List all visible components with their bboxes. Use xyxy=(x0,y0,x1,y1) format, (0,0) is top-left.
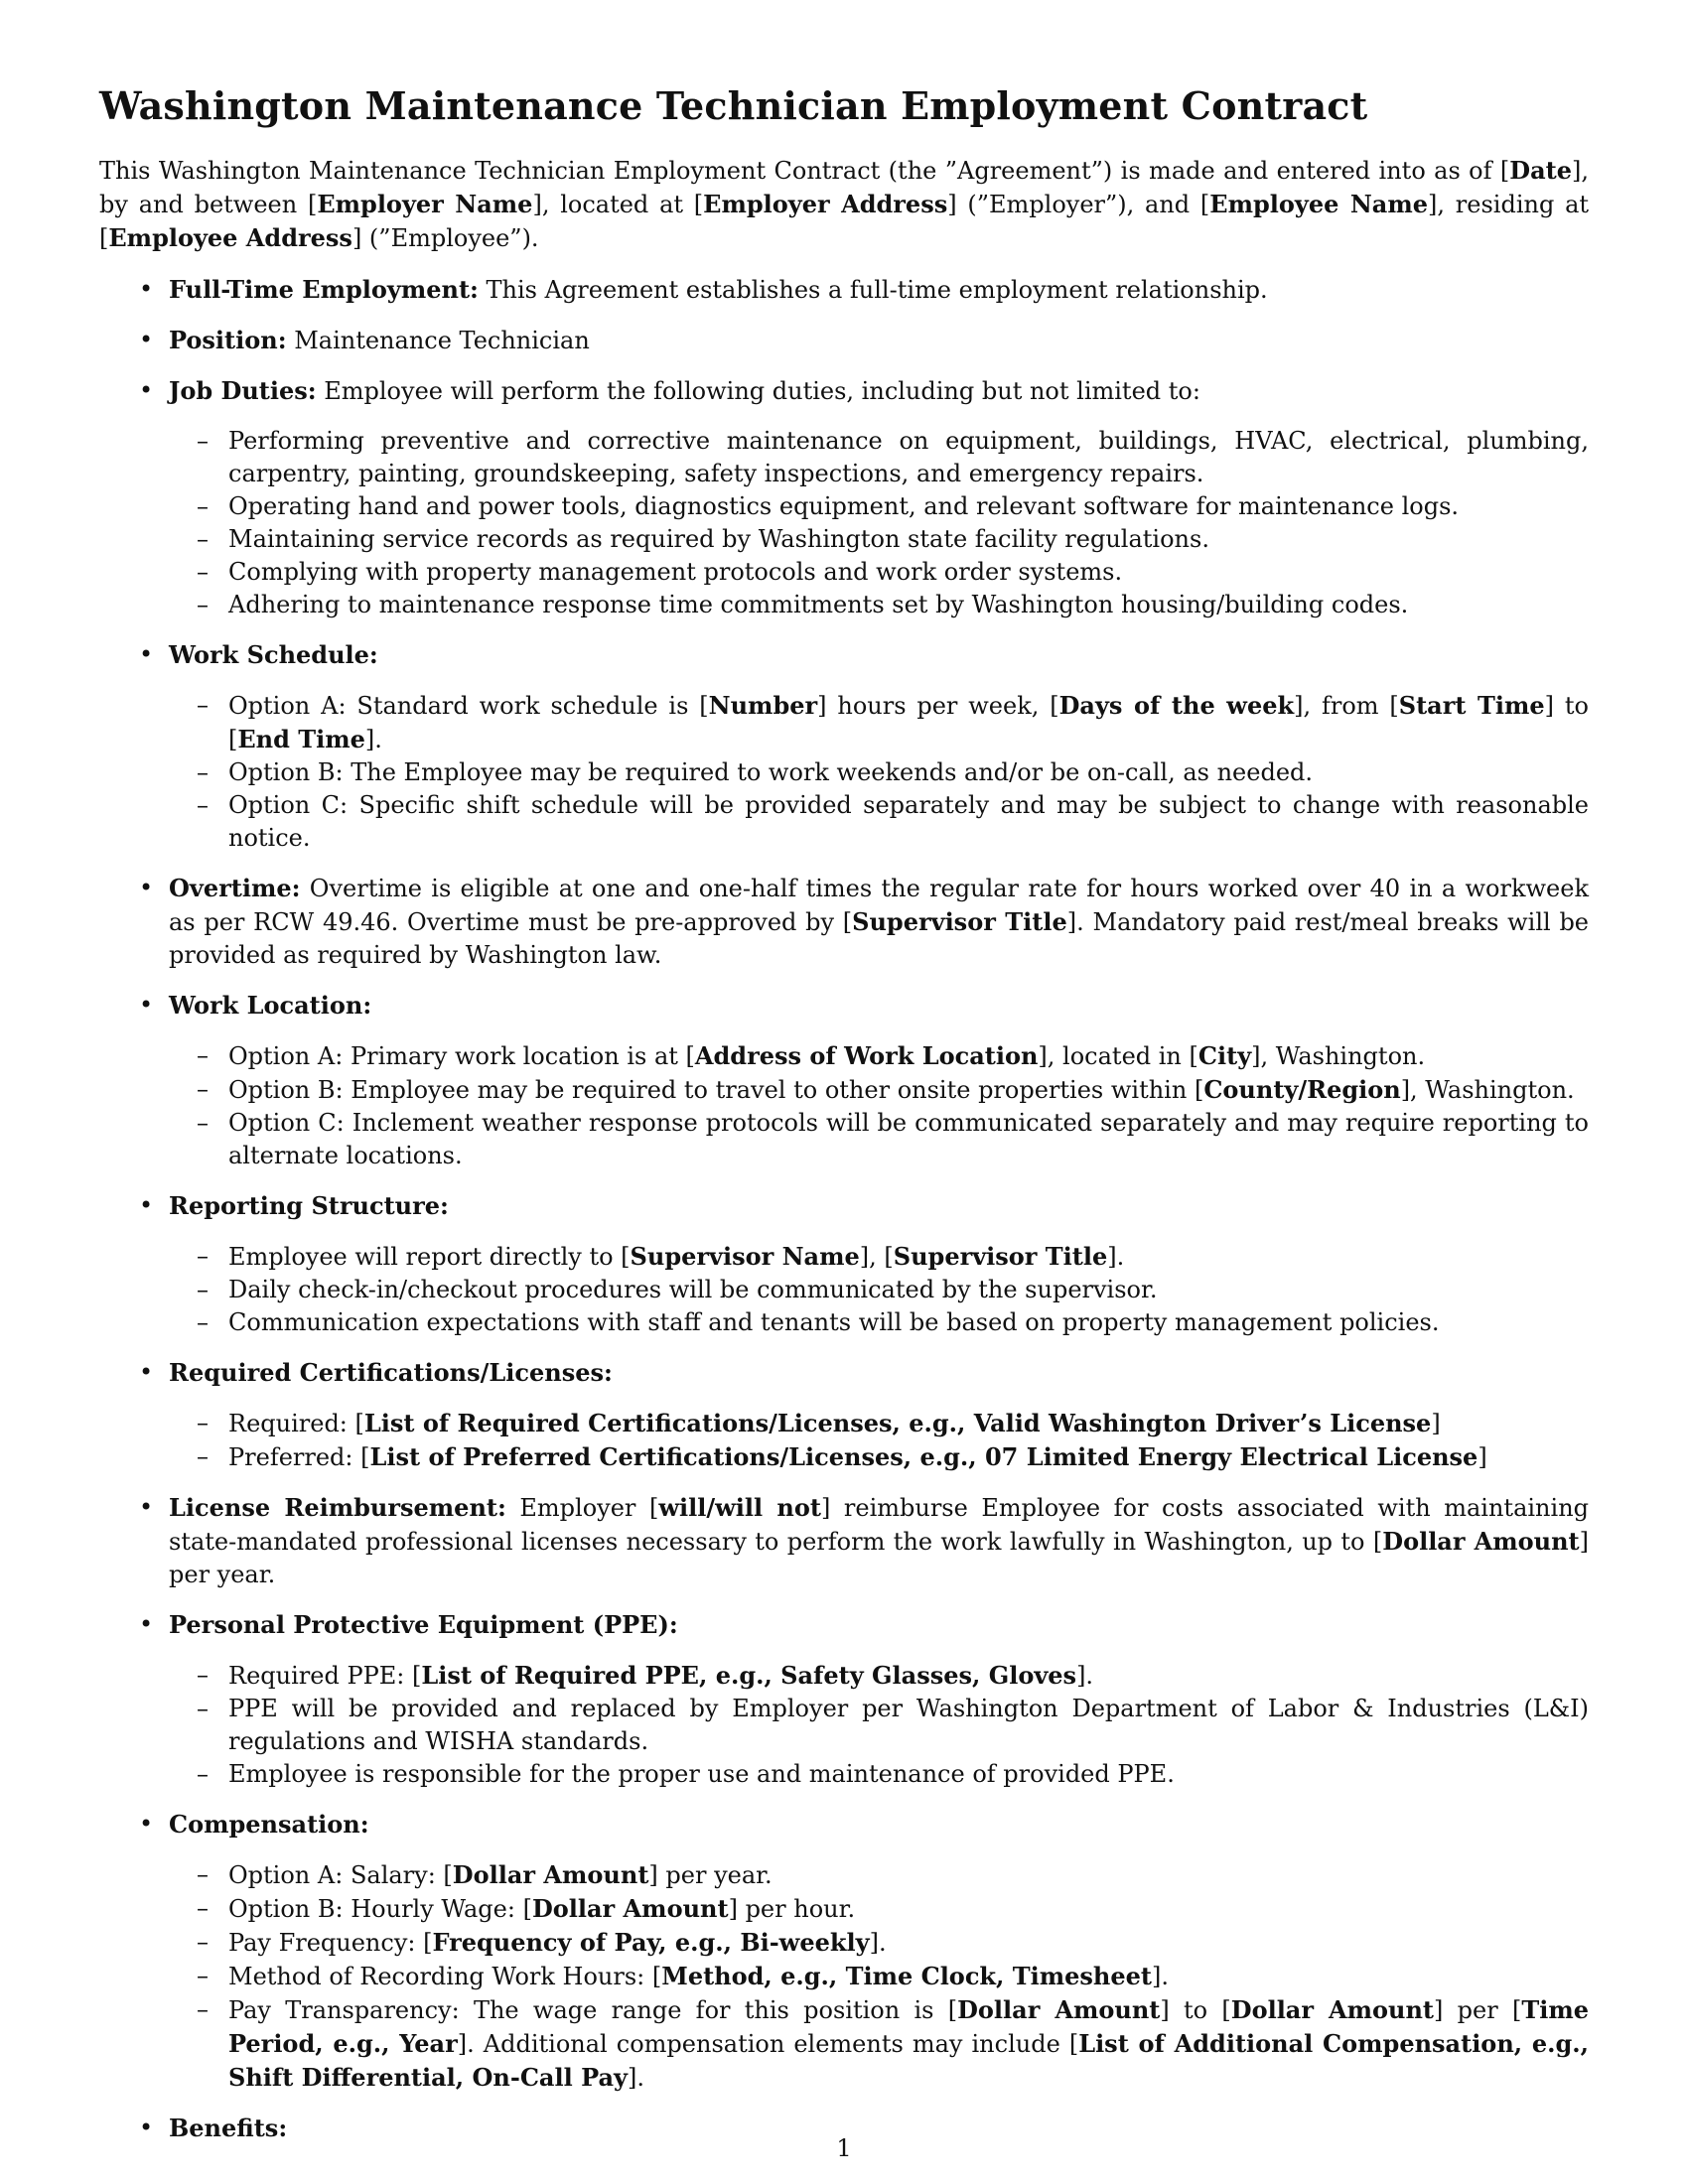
list-item: – Maintaining service records as required by Washington state facility regulations. xyxy=(169,523,1589,556)
section-text: ] reimburse Employee for costs associated with maintaining state-mandated professional licenses necessary to perform the work lawfully in Washington, up to [ xyxy=(169,1494,1590,1556)
item-text: ]. xyxy=(1107,1243,1125,1271)
list-item: – Option C: Inclement weather response protocols will be communicated separately and may require reporting to alternate locations. xyxy=(169,1107,1589,1172)
list-item xyxy=(169,1039,1589,1073)
item-text: ] to [ xyxy=(228,692,1589,753)
section-label: Personal Protective Equipment (PPE): xyxy=(169,1610,678,1639)
item-text: ] hours per week, [ xyxy=(817,692,1059,720)
list-item xyxy=(169,1960,1589,1993)
item-text: Option B: Hourly Wage: [ xyxy=(228,1895,532,1923)
list-item xyxy=(169,1440,1589,1474)
document-page xyxy=(99,83,1589,2162)
section-label: License Reimbursement: xyxy=(169,1493,506,1522)
list-item: – Performing preventive and corrective maintenance on equipment, buildings, HVAC, electrical, plumbing, carpentry, painting, groundskeeping, safety inspections, and emergency repairs. xyxy=(169,425,1589,490)
section-certifications xyxy=(99,1356,1589,1474)
county-placeholder: County/Region xyxy=(1203,1075,1401,1104)
item-text: ] per hour. xyxy=(728,1895,856,1923)
list-item: – PPE will be provided and replaced by Employer per Washington Department of Labor & Industries (L&I) regulations and WISHA standards. xyxy=(169,1693,1589,1758)
section-full-time xyxy=(99,273,1589,307)
section-label: Compensation: xyxy=(169,1810,369,1839)
section-text: Maintenance Technician xyxy=(286,327,590,354)
section-label: Work Schedule: xyxy=(169,640,378,669)
list-item: – Adhering to maintenance response time commitments set by Washington housing/building codes. xyxy=(169,589,1589,621)
work-address-placeholder: Address of Work Location xyxy=(694,1041,1039,1070)
list-item xyxy=(169,689,1589,756)
item-text: ] per [ xyxy=(1434,1996,1522,2024)
item-text: ], Washington. xyxy=(1400,1076,1575,1104)
reporting-list xyxy=(169,1240,1589,1339)
section-label: Benefits: xyxy=(169,2114,288,2142)
item-text: Preferred: [ xyxy=(228,1443,370,1471)
work-location-list xyxy=(169,1039,1589,1172)
ppe-list xyxy=(169,1659,1589,1791)
intro-text: ], residing at [ xyxy=(99,191,1590,252)
job-duties-list xyxy=(169,425,1589,621)
document-title: Washington Maintenance Technician Employment Contract xyxy=(99,83,1368,128)
list-item xyxy=(169,1993,1589,2095)
dollar-amount-placeholder: Dollar Amount xyxy=(531,1894,729,1923)
list-item: – Communication expectations with staff and tenants will be based on property management policies. xyxy=(169,1306,1589,1339)
employer-name-placeholder: Employer Name xyxy=(317,190,533,218)
list-item xyxy=(169,1858,1589,1892)
section-compensation xyxy=(99,1808,1589,2095)
section-text: This Agreement establishes a full-time employment relationship. xyxy=(478,276,1268,304)
recording-method-placeholder: Method, e.g., Time Clock, Timesheet xyxy=(661,1962,1152,1990)
ppe-list-placeholder: List of Required PPE, e.g., Safety Glasses, Gloves xyxy=(421,1661,1077,1690)
item-text: ] xyxy=(1477,1443,1487,1471)
item-text: ]. xyxy=(1152,1963,1169,1990)
section-label: Full-Time Employment: xyxy=(169,275,479,304)
list-item xyxy=(169,1892,1589,1926)
section-text: Employer [ xyxy=(505,1494,659,1522)
employer-address-placeholder: Employer Address xyxy=(703,190,948,218)
item-text: ]. xyxy=(364,726,382,753)
work-schedule-list xyxy=(169,689,1589,855)
item-text: ] to [ xyxy=(1160,1996,1231,2024)
additional-compensation-placeholder: List of Additional Compensation, e.g., Shift Differential, On-Call Pay xyxy=(228,2029,1590,2092)
list-item: – Complying with property management protocols and work order systems. xyxy=(169,556,1589,589)
section-label: Job Duties: xyxy=(169,376,317,405)
intro-paragraph xyxy=(99,154,1589,255)
section-work-location xyxy=(99,989,1589,1172)
intro-text: ], by and between [ xyxy=(99,157,1589,218)
item-text: ], from [ xyxy=(1294,692,1399,720)
section-overtime xyxy=(99,872,1589,972)
list-item xyxy=(169,1926,1589,1960)
section-license-reimbursement xyxy=(99,1491,1589,1591)
dollar-amount-placeholder: Dollar Amount xyxy=(1230,1995,1435,2024)
supervisor-name-placeholder: Supervisor Name xyxy=(630,1242,860,1271)
will-placeholder: will/will not xyxy=(658,1493,821,1522)
preferred-certs-placeholder: List of Preferred Certifications/Licenses, e.g., 07 Limited Energy Electrical License xyxy=(369,1442,1478,1471)
number-placeholder: Number xyxy=(708,691,818,720)
item-text: Option A: Primary work location is at [ xyxy=(228,1042,695,1070)
list-item xyxy=(169,1407,1589,1440)
city-placeholder: City xyxy=(1197,1041,1252,1070)
required-certs-placeholder: List of Required Certifications/Licenses, e.g., Valid Washington Driver’s License xyxy=(363,1409,1432,1437)
time-period-placeholder: Time Period, e.g., Year xyxy=(228,1995,1589,2058)
item-text: ]. xyxy=(1076,1662,1094,1690)
pay-frequency-placeholder: Frequency of Pay, e.g., Bi-weekly xyxy=(432,1928,870,1957)
intro-text: ] (”Employee”). xyxy=(352,224,539,252)
section-text: ]. Mandatory paid rest/meal breaks will be provided as required by Washington law. xyxy=(169,908,1590,969)
compensation-list xyxy=(169,1858,1589,2095)
item-text: Required PPE: [ xyxy=(228,1662,422,1690)
section-reporting xyxy=(99,1189,1589,1339)
intro-text: ], located at [ xyxy=(532,191,704,218)
item-text: ], Washington. xyxy=(1251,1042,1426,1070)
intro-text: This Washington Maintenance Technician Employment Contract (the ”Agreement”) is made and entered into as of [ xyxy=(99,157,1510,185)
section-label: Reporting Structure: xyxy=(169,1191,449,1220)
item-text: ] per year. xyxy=(648,1861,773,1889)
section-ppe xyxy=(99,1608,1589,1791)
section-label: Required Certifications/Licenses: xyxy=(169,1358,613,1387)
supervisor-title-placeholder: Supervisor Title xyxy=(852,907,1067,936)
item-text: Pay Frequency: [ xyxy=(228,1929,433,1957)
section-text: ] per year. xyxy=(169,1528,1589,1588)
dollar-amount-placeholder: Dollar Amount xyxy=(1382,1527,1580,1556)
dollar-amount-placeholder: Dollar Amount xyxy=(452,1860,649,1889)
contract-sections xyxy=(99,273,1589,2145)
list-item xyxy=(169,1073,1589,1107)
certifications-list xyxy=(169,1407,1589,1474)
item-text: ], located in [ xyxy=(1038,1042,1198,1070)
list-item: – Option B: The Employee may be required to work weekends and/or be on-call, as needed. xyxy=(169,756,1589,789)
list-item: – Operating hand and power tools, diagnostics equipment, and relevant software for maintenance logs. xyxy=(169,490,1589,523)
item-text: Required: [ xyxy=(228,1410,364,1437)
item-text: ]. xyxy=(869,1929,887,1957)
item-text: ] xyxy=(1431,1410,1441,1437)
section-text: Employee will perform the following duties, including but not limited to: xyxy=(316,377,1200,405)
item-text: Option A: Standard work schedule is [ xyxy=(228,692,709,720)
item-text: Option A: Salary: [ xyxy=(228,1861,453,1889)
date-placeholder: Date xyxy=(1509,156,1572,185)
end-time-placeholder: End Time xyxy=(237,725,365,753)
supervisor-title-placeholder: Supervisor Title xyxy=(893,1242,1108,1271)
list-item xyxy=(169,1240,1589,1274)
list-item: – Employee is responsible for the proper use and maintenance of provided PPE. xyxy=(169,1758,1589,1791)
list-item xyxy=(169,1659,1589,1693)
list-item: – Option C: Specific shift schedule will be provided separately and may be subject to change with reasonable notice. xyxy=(169,789,1589,855)
item-text: Option B: Employee may be required to travel to other onsite properties within [ xyxy=(228,1076,1204,1104)
page-number: 1 xyxy=(836,2134,852,2162)
section-job-duties xyxy=(99,374,1589,621)
section-label: Work Location: xyxy=(169,991,372,1020)
item-text: ]. Additional compensation elements may include [ xyxy=(457,2030,1079,2058)
section-position xyxy=(99,324,1589,357)
item-text: Pay Transparency: The wage range for this position is [ xyxy=(228,1996,958,2024)
start-time-placeholder: Start Time xyxy=(1398,691,1545,720)
employee-name-placeholder: Employee Name xyxy=(1209,190,1429,218)
section-work-schedule xyxy=(99,638,1589,855)
item-text: ], [ xyxy=(859,1243,894,1271)
section-label: Position: xyxy=(169,326,287,354)
section-label: Overtime: xyxy=(169,874,301,902)
employee-address-placeholder: Employee Address xyxy=(108,223,352,252)
item-text: Employee will report directly to [ xyxy=(228,1243,631,1271)
item-text: ]. xyxy=(627,2064,644,2092)
days-placeholder: Days of the week xyxy=(1058,691,1295,720)
list-item: – Daily check-in/checkout procedures will be communicated by the supervisor. xyxy=(169,1274,1589,1306)
section-text: Overtime is eligible at one and one-half times the regular rate for hours worked over 40 in a workweek as per RCW 49.46. Overtime must be pre-approved by [ xyxy=(169,875,1589,936)
dollar-amount-placeholder: Dollar Amount xyxy=(957,1995,1161,2024)
intro-text: ] (”Employer”), and [ xyxy=(947,191,1210,218)
item-text: Method of Recording Work Hours: [ xyxy=(228,1963,662,1990)
